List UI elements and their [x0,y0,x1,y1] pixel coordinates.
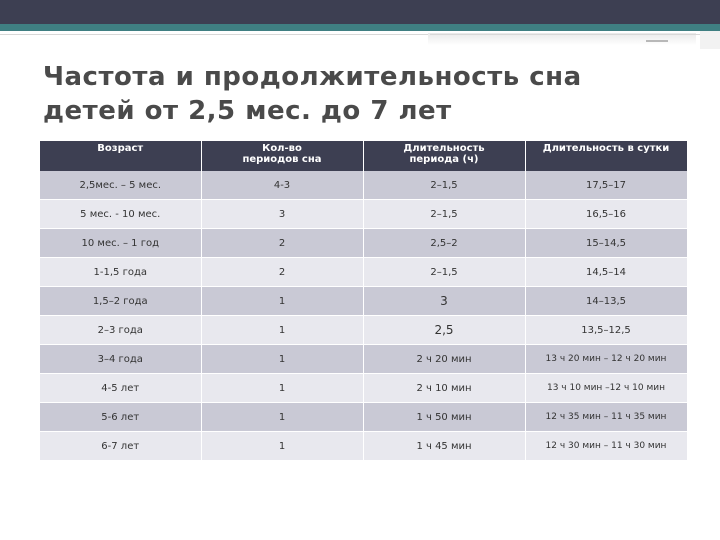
slide-title-line-1: Частота и продолжительность сна [43,62,582,92]
cell-age: 10 мес. – 1 год [40,229,201,258]
cell-daily-duration: 17,5–17 [525,171,687,200]
decor-line-left [0,34,430,35]
cell-period-duration: 2–1,5 [363,171,525,200]
teal-decor-bar [0,24,720,31]
cell-daily-duration: 12 ч 35 мин – 11 ч 35 мин [525,403,687,432]
cell-age: 4-5 лет [40,374,201,403]
table-row [40,432,687,461]
table-row [40,229,687,258]
table-row [40,374,687,403]
header-age: Возраст [40,141,201,171]
slide-title [43,60,683,128]
cell-period-duration: 1 ч 45 мин [363,432,525,461]
cell-period-duration: 2–1,5 [363,258,525,287]
cell-daily-duration: 14–13,5 [525,287,687,316]
cell-periods: 1 [201,432,363,461]
cell-age: 1-1,5 года [40,258,201,287]
cell-period-duration: 2 ч 20 мин [363,345,525,374]
cell-periods: 1 [201,403,363,432]
top-decor-bar [0,0,720,24]
header-daily-duration: Длительность в сутки [525,141,687,171]
cell-daily-duration: 13,5–12,5 [525,316,687,345]
cell-daily-duration: 12 ч 30 мин – 11 ч 30 мин [525,432,687,461]
cell-daily-duration: 14,5–14 [525,258,687,287]
table-row [40,345,687,374]
cell-periods: 1 [201,316,363,345]
cell-period-duration: 2,5 [363,316,525,345]
cell-daily-duration: 13 ч 10 мин –12 ч 10 мин [525,374,687,403]
cell-period-duration: 1 ч 50 мин [363,403,525,432]
cell-period-duration: 2,5–2 [363,229,525,258]
cell-periods: 4-3 [201,171,363,200]
cell-age: 2–3 года [40,316,201,345]
cell-age: 3–4 года [40,345,201,374]
cell-periods: 2 [201,229,363,258]
cell-period-duration: 3 [363,287,525,316]
cell-periods: 2 [201,258,363,287]
cell-daily-duration: 16,5–16 [525,200,687,229]
cell-age: 6-7 лет [40,432,201,461]
cell-periods: 3 [201,200,363,229]
cell-age: 2,5мес. – 5 мес. [40,171,201,200]
header-periods-count: Кол-во периодов сна [201,141,363,171]
table-row [40,200,687,229]
header-period-duration: Длительность периода (ч) [363,141,525,171]
cell-period-duration: 2–1,5 [363,200,525,229]
table-row [40,287,687,316]
cell-age: 5-6 лет [40,403,201,432]
slide-title-line-2: детей от 2,5 мес. до 7 лет [43,96,452,126]
cell-age: 1,5–2 года [40,287,201,316]
cell-age: 5 мес. - 10 мес. [40,200,201,229]
cell-periods: 1 [201,374,363,403]
decor-block [700,31,720,49]
table-row [40,316,687,345]
table-row [40,403,687,432]
cell-periods: 1 [201,287,363,316]
cell-period-duration: 2 ч 10 мин [363,374,525,403]
table-row [40,258,687,287]
table-header-row [40,141,687,171]
decor-line-right [430,34,720,35]
table-row [40,171,687,200]
cell-daily-duration: 13 ч 20 мин – 12 ч 20 мин [525,345,687,374]
cell-periods: 1 [201,345,363,374]
decor-dash [646,40,668,42]
cell-daily-duration: 15–14,5 [525,229,687,258]
sleep-table [40,141,688,461]
